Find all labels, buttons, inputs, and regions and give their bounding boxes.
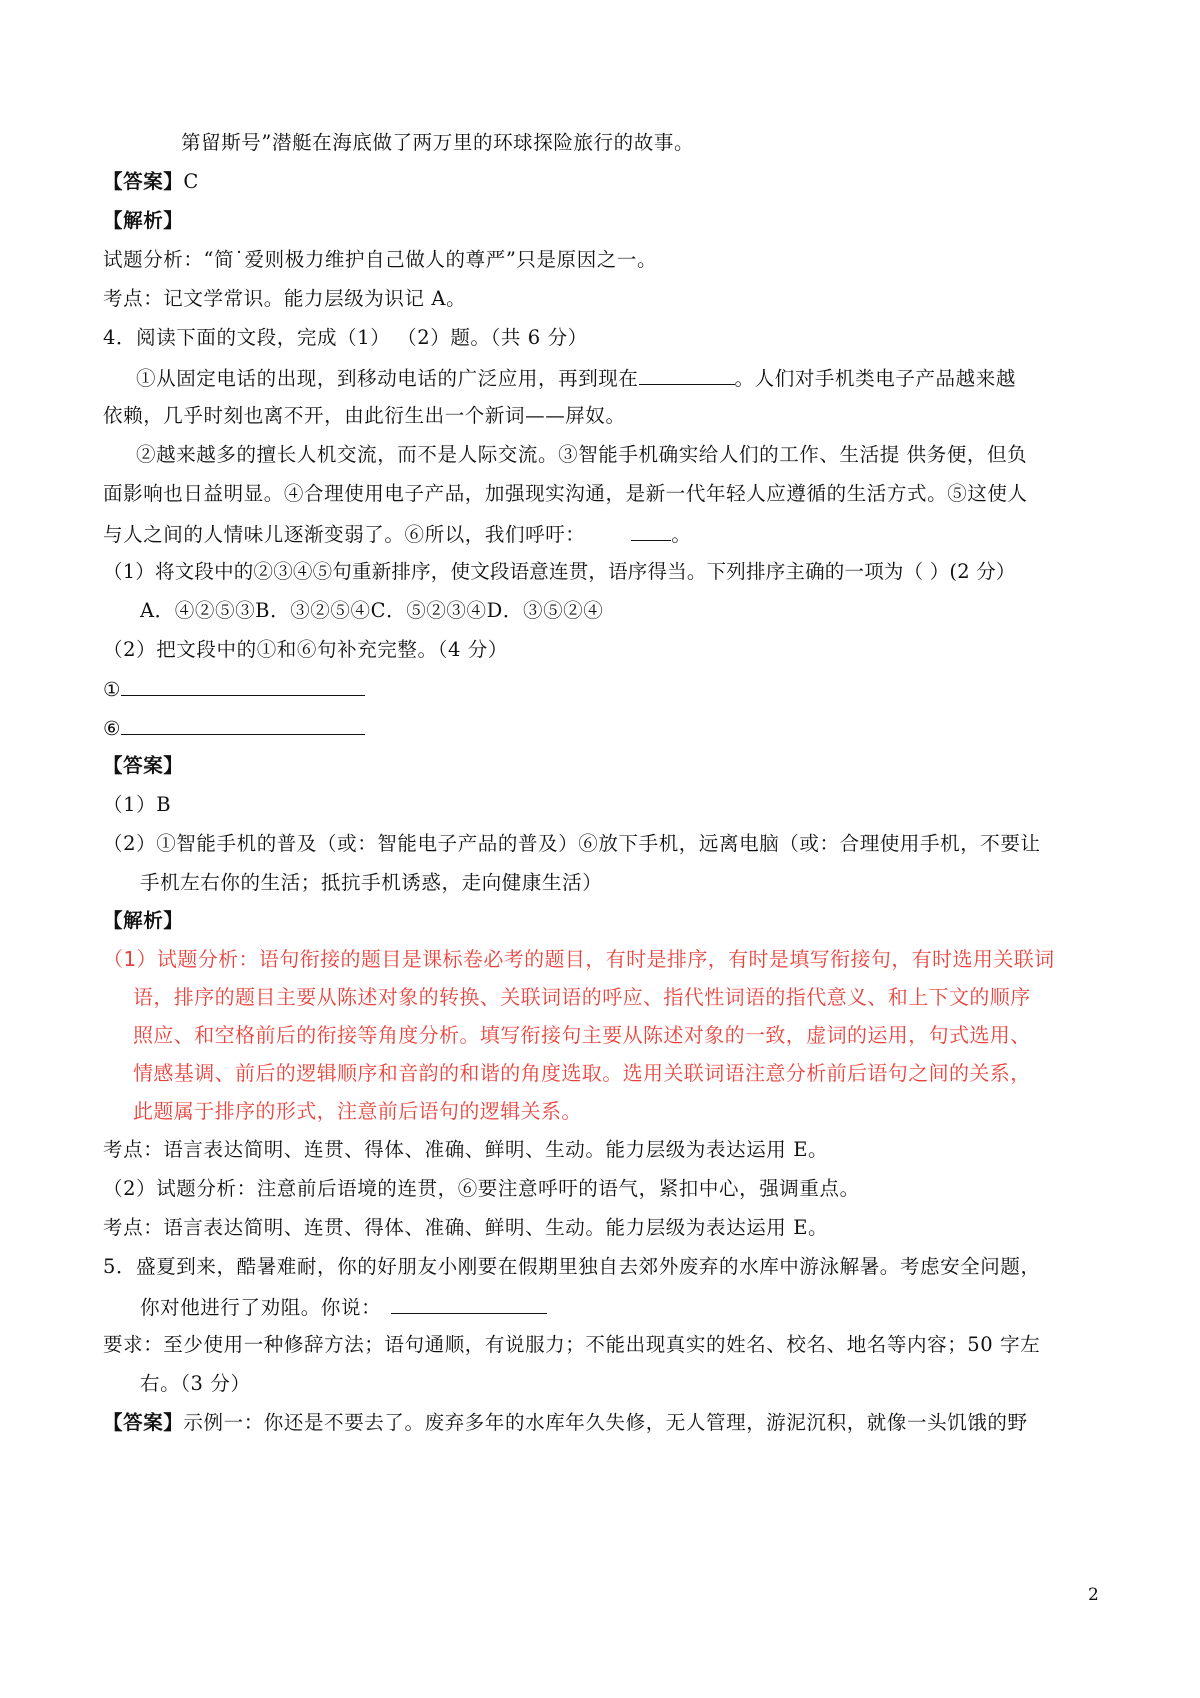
fill-blank [639, 362, 735, 385]
answer-blank-line [103, 712, 365, 744]
circle-number: ① [103, 678, 122, 701]
text-line: ②越来越多的擅长人机交流，而不是人际交流。③智能手机确实给人们的工作、生活提 供务便，但负 [136, 443, 1028, 466]
analysis-heading: 【解析】 [103, 909, 184, 932]
text-line: （2）试题分析：注意前后语境的连贯，⑥要注意呼吁的语气，紧扣中心，强调重点。 [103, 1177, 860, 1200]
fill-blank [121, 673, 365, 696]
highlighted-analysis: 此题属于排序的形式，注意前后语句的逻辑关系。 [133, 1099, 582, 1123]
fill-blank [121, 712, 365, 735]
text-line: 依赖，几乎时刻也离不开，由此衍生出一个新词——屏奴。 [103, 404, 626, 427]
answer-value: C [183, 170, 199, 193]
sub-question-2: （2）把文段中的①和⑥句补充完整。（4 分） [103, 638, 508, 661]
analysis-heading: 【解析】 [103, 209, 184, 232]
question-4-title: 4．阅读下面的文段，完成（1） （2）题。（共 6 分） [103, 326, 588, 349]
text-line: 手机左右你的生活；抵抗手机诱惑，走向健康生活） [140, 871, 603, 894]
text-segment: 你对他进行了劝阻。你说： [140, 1296, 382, 1319]
circle-number: ⑥ [103, 717, 122, 740]
highlighted-analysis: 语，排序的题目主要从陈述对象的转换、关联词语的呼应、指代性词语的指代意义、和上下文的顺序 [133, 985, 1031, 1009]
fill-blank [631, 518, 671, 541]
sub-question-1: （1）将文段中的②③④⑤句重新排序，使文段语意连贯，语序得当。下列排序主确的一项为（ ）(2 分） [103, 560, 1016, 583]
fill-blank [391, 1291, 547, 1314]
text-line: 考点：记文学常识。能力层级为识记 A。 [103, 287, 467, 310]
answer-line [103, 167, 199, 197]
answer-line [103, 1408, 1028, 1438]
text-line: 试题分析：“简˙爱则极力维护自己做人的尊严”只是原因之一。 [103, 248, 658, 271]
text-line: （2）①智能手机的普及（或：智能电子产品的普及）⑥放下手机，远离电脑（或：合理使用手机，不要让 [103, 832, 1041, 855]
text-line: 考点：语言表达简明、连贯、得体、准确、鲜明、生动。能力层级为表达运用 E。 [103, 1216, 829, 1239]
text-segment: 。人们对手机类电子产品越来越 [734, 367, 1016, 390]
text-segment: 。 [671, 523, 692, 546]
text-line [140, 1291, 547, 1323]
highlighted-analysis: 情感基调、前后的逻辑顺序和音韵的和谐的角度选取。选用关联词语注意分析前后语句之间的关系， [133, 1061, 1031, 1085]
text-line: 第留斯号”潜艇在海底做了两万里的环球探险旅行的故事。 [181, 131, 695, 154]
text-line [136, 362, 1016, 394]
page-number: 2 [1088, 1585, 1099, 1605]
text-segment: ①从固定电话的出现，到移动电话的广泛应用，再到现在 [136, 367, 639, 390]
text-segment: 与人之间的人情味儿逐渐变弱了。⑥所以，我们呼吁： [103, 523, 586, 546]
answer-value: 示例一：你还是不要去了。废弃多年的水库年久失修，无人管理，游泥沉积，就像一头饥饿的野 [183, 1411, 1028, 1434]
text-line: 要求：至少使用一种修辞方法；语句通顺，有说服力；不能出现真实的姓名、校名、地名等内容；50 字左 [103, 1333, 1041, 1356]
answer-heading: 【答案】 [103, 754, 184, 777]
question-5-title: 5．盛夏到来，酷暑难耐，你的好朋友小刚要在假期里独自去郊外废弃的水库中游泳解暑。考虑安全问题， [103, 1255, 1041, 1278]
text-line: 右。（3 分） [140, 1372, 251, 1395]
text-line: 面影响也日益明显。④合理使用电子产品，加强现实沟通，是新一代年轻人应遵循的生活方式。⑤这使人 [103, 482, 1028, 505]
highlighted-analysis: （1）试题分析：语句衔接的题目是课标卷必考的题目，有时是排序，有时是填写衔接句，有时选用关联词 [103, 947, 1055, 971]
choice-options: A．④②⑤③B．③②⑤④C．⑤②③④D．③⑤②④ [140, 599, 604, 622]
highlighted-analysis: 照应、和空格前后的衔接等角度分析。填写衔接句主要从陈述对象的一致，虚词的运用，句式选用、 [133, 1023, 1031, 1047]
text-line: 考点：语言表达简明、连贯、得体、准确、鲜明、生动。能力层级为表达运用 E。 [103, 1138, 829, 1161]
text-line: （1）B [103, 793, 172, 816]
answer-tag: 【答案】 [103, 1411, 184, 1434]
text-line [103, 518, 692, 550]
answer-tag: 【答案】 [103, 170, 184, 193]
answer-blank-line [103, 673, 365, 705]
